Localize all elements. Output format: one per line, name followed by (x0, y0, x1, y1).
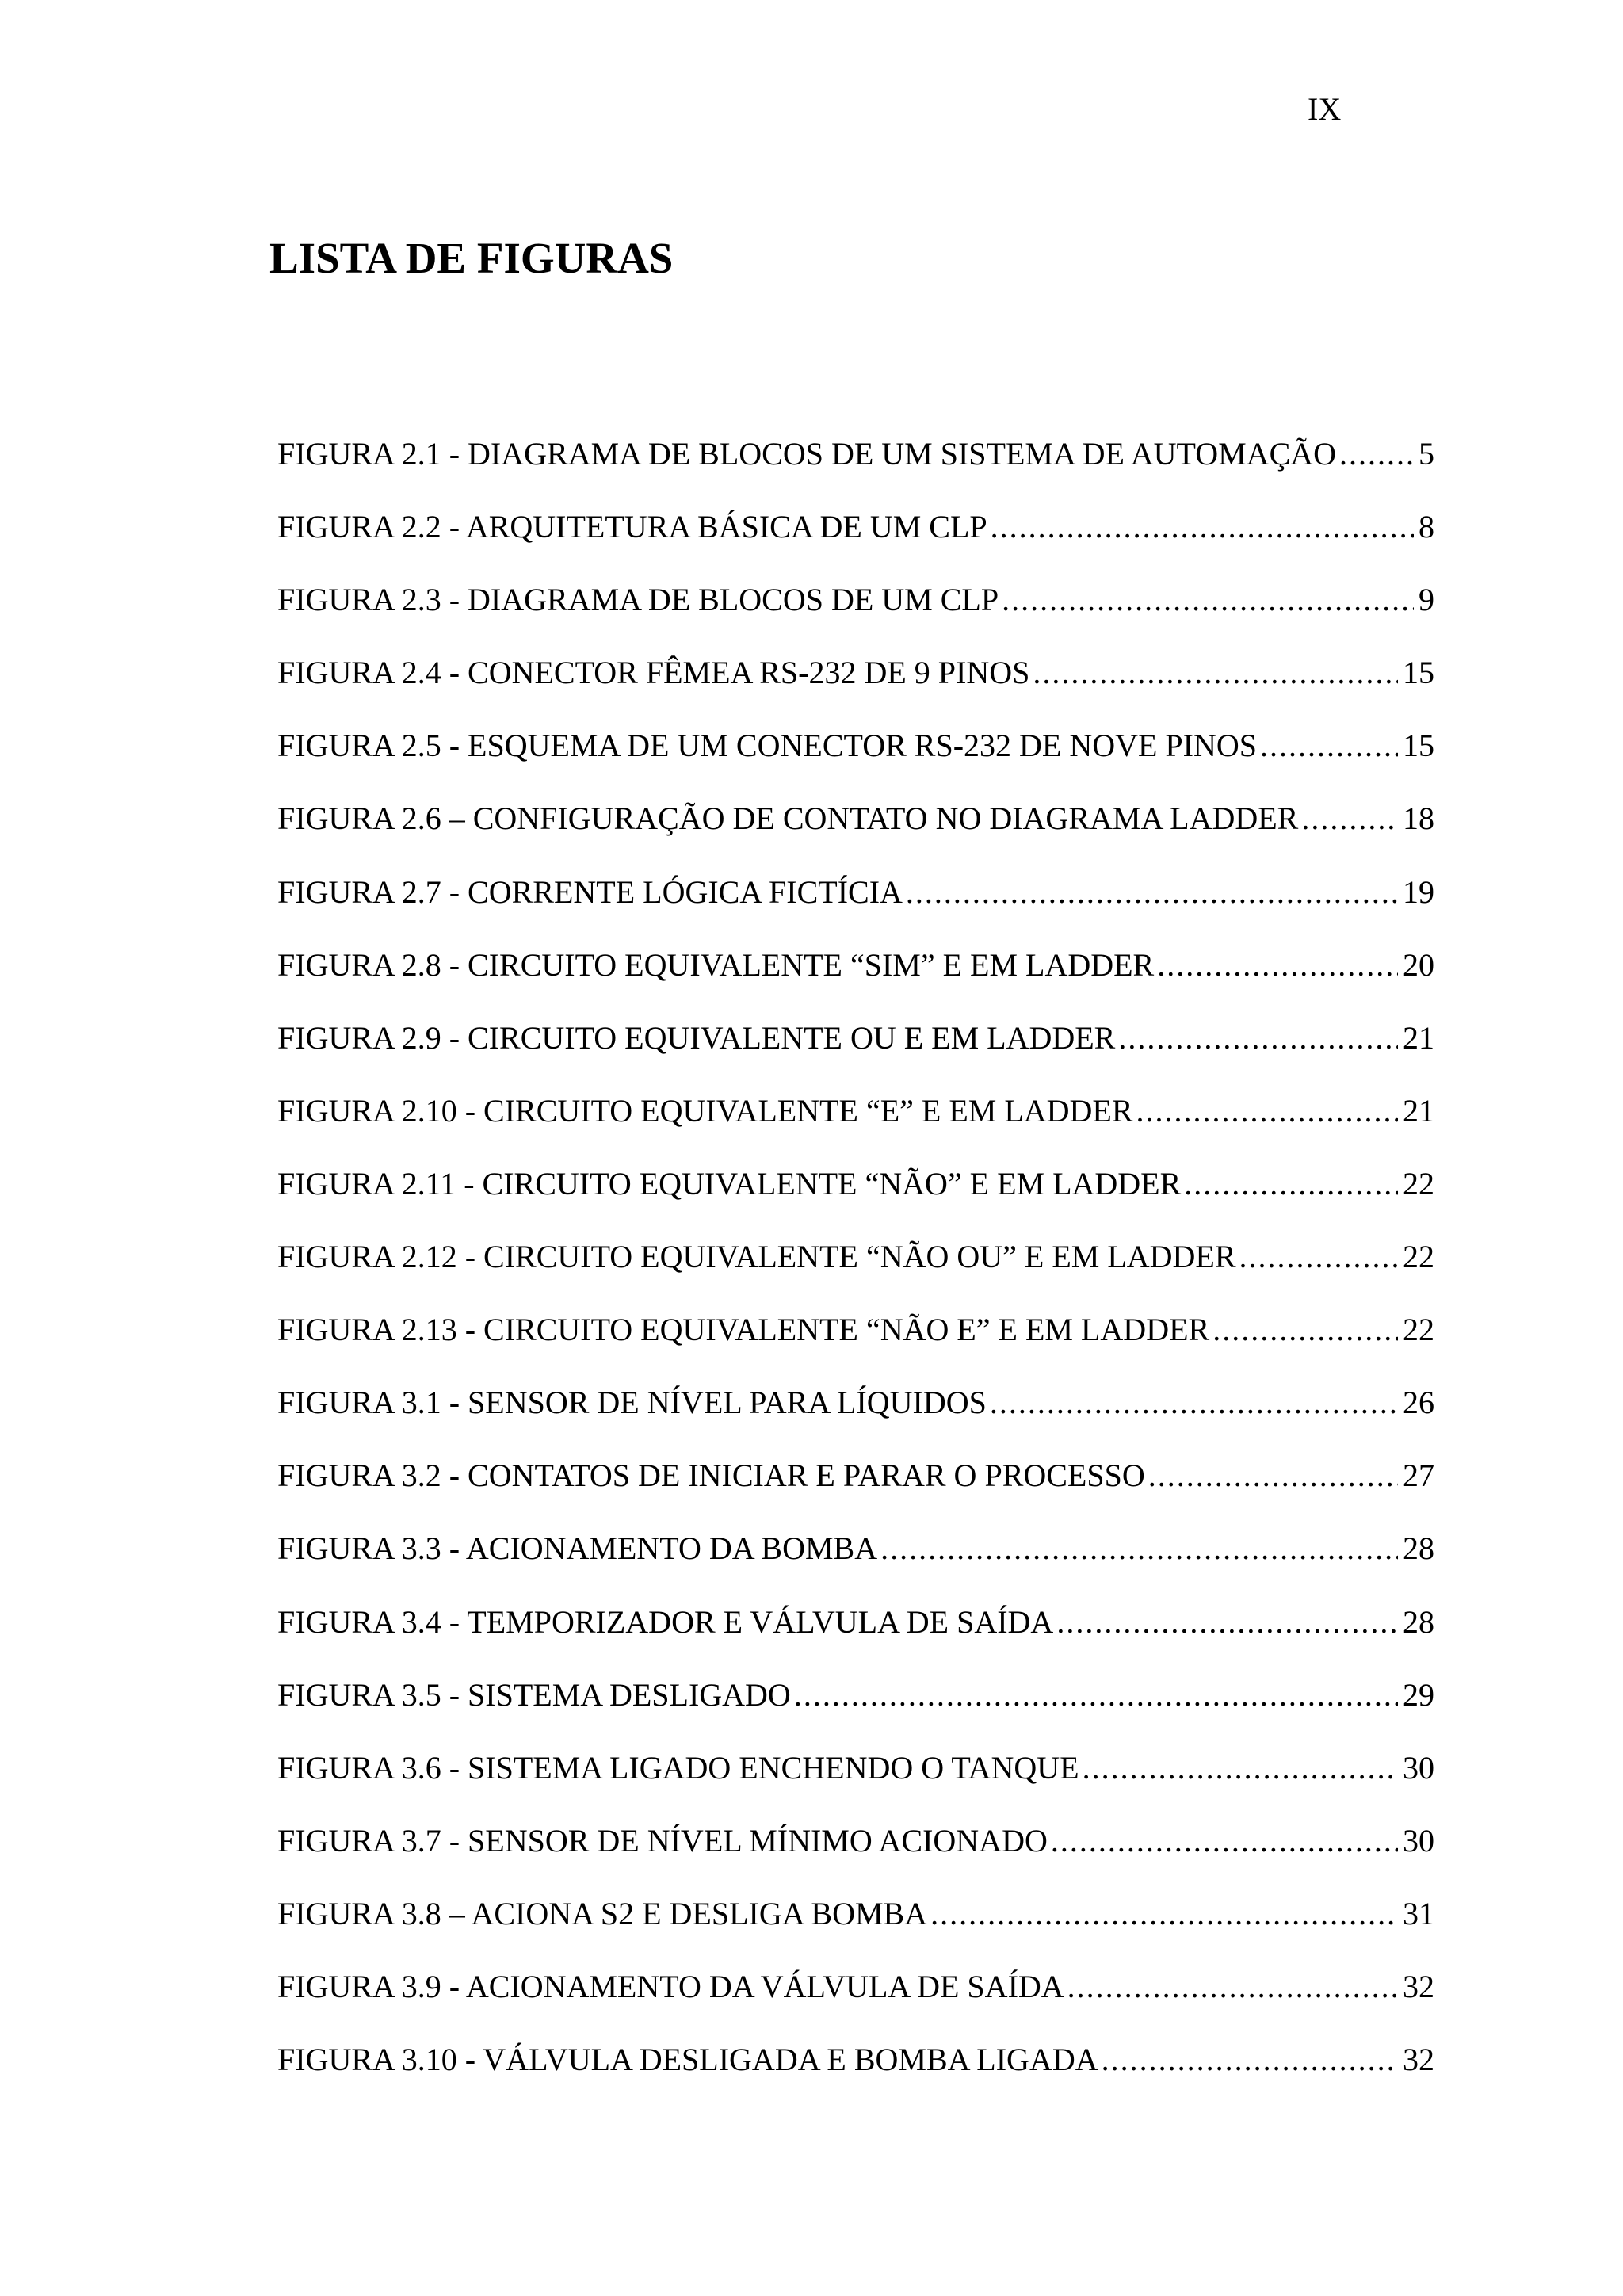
figure-entry-label: FIGURA 2.3 - DIAGRAMA DE BLOCOS DE UM CLP (277, 582, 999, 618)
figure-list-entry[interactable] (277, 799, 1434, 872)
figure-list-entry[interactable] (277, 1310, 1434, 1383)
figure-list-entry[interactable] (277, 2040, 1434, 2113)
dot-leader (1002, 580, 1414, 620)
dot-leader (1239, 1237, 1398, 1277)
figure-entry-page: 5 (1419, 436, 1434, 472)
figure-entry-label: FIGURA 2.10 - CIRCUITO EQUIVALENTE “E” E EM LADDER (277, 1092, 1133, 1129)
figure-entry-label: FIGURA 2.5 - ESQUEMA DE UM CONECTOR RS-232 DE NOVE PINOS (277, 728, 1258, 764)
figure-list-entry[interactable] (277, 434, 1434, 507)
figure-list-entry[interactable] (277, 1091, 1434, 1164)
figure-entry-page: 19 (1403, 873, 1434, 910)
figure-entry-page: 21 (1403, 1019, 1434, 1056)
figure-entry-page: 30 (1403, 1749, 1434, 1786)
figure-list-entry[interactable] (277, 1164, 1434, 1237)
figure-entry-page: 22 (1403, 1312, 1434, 1348)
figure-entry-page: 28 (1403, 1530, 1434, 1567)
figure-entry-label: FIGURA 3.10 - VÁLVULA DESLIGADA E BOMBA LIGADA (277, 2042, 1098, 2078)
dot-leader (1118, 1018, 1398, 1058)
figure-entry-page: 18 (1403, 800, 1434, 837)
figure-list-entry[interactable] (277, 507, 1434, 580)
figure-list-entry[interactable] (277, 1383, 1434, 1456)
figure-list-entry[interactable] (277, 946, 1434, 1018)
dot-leader (1212, 1310, 1398, 1350)
figure-entry-label: FIGURA 3.7 - SENSOR DE NÍVEL MÍNIMO ACIONADO (277, 1822, 1048, 1859)
figure-entry-label: FIGURA 2.9 - CIRCUITO EQUIVALENTE OU E EM LADDER (277, 1019, 1116, 1056)
page-title: LISTA DE FIGURAS (269, 234, 674, 282)
figure-entry-page: 28 (1403, 1603, 1434, 1640)
figure-entry-label: FIGURA 3.9 - ACIONAMENTO DA VÁLVULA DE SAÍDA (277, 1968, 1064, 2004)
figure-entry-label: FIGURA 3.1 - SENSOR DE NÍVEL PARA LÍQUIDOS (277, 1385, 987, 1421)
figure-entry-label: FIGURA 3.2 - CONTATOS DE INICIAR E PARAR O PROCESSO (277, 1457, 1145, 1494)
figure-list-entry[interactable] (277, 1603, 1434, 1675)
dot-leader (1136, 1091, 1398, 1131)
figure-entry-label: FIGURA 2.2 - ARQUITETURA BÁSICA DE UM CLP (277, 509, 987, 545)
figure-list-entry[interactable] (277, 653, 1434, 726)
figure-entry-page: 8 (1419, 509, 1434, 545)
figure-entry-page: 32 (1403, 1968, 1434, 2004)
dot-leader (1102, 2040, 1398, 2080)
dot-leader (1067, 1967, 1398, 2007)
figure-entry-label: FIGURA 2.7 - CORRENTE LÓGICA FICTÍCIA (277, 873, 903, 910)
figure-entry-label: FIGURA 3.3 - ACIONAMENTO DA BOMBA (277, 1530, 878, 1567)
dot-leader (1033, 653, 1398, 693)
dot-leader (1051, 1821, 1398, 1861)
figure-entry-label: FIGURA 2.6 – CONFIGURAÇÃO DE CONTATO NO DIAGRAMA LADDER (277, 800, 1299, 837)
dot-leader (1301, 799, 1398, 839)
figure-entry-page: 15 (1403, 655, 1434, 691)
figure-entry-page: 26 (1403, 1385, 1434, 1421)
figure-entry-label: FIGURA 3.6 - SISTEMA LIGADO ENCHENDO O TANQUE (277, 1749, 1079, 1786)
figure-entry-label: FIGURA 3.4 - TEMPORIZADOR E VÁLVULA DE SAÍDA (277, 1603, 1054, 1640)
dot-leader (990, 1383, 1398, 1423)
dot-leader (794, 1675, 1398, 1715)
figure-entry-label: FIGURA 3.8 – ACIONA S2 E DESLIGA BOMBA (277, 1895, 928, 1931)
figure-entry-page: 29 (1403, 1676, 1434, 1713)
figure-list-entry[interactable] (277, 1675, 1434, 1748)
figure-entry-page: 21 (1403, 1092, 1434, 1129)
figure-list-entry[interactable] (277, 1748, 1434, 1821)
figure-entry-page: 30 (1403, 1822, 1434, 1859)
dot-leader (1184, 1164, 1398, 1204)
figure-list-entry[interactable] (277, 1529, 1434, 1602)
dot-leader (1260, 726, 1398, 766)
figure-list-entry[interactable] (277, 1967, 1434, 2040)
figure-entry-page: 27 (1403, 1457, 1434, 1494)
figure-entry-page: 20 (1403, 946, 1434, 983)
figure-list-entry[interactable] (277, 1821, 1434, 1894)
figure-entry-label: FIGURA 2.13 - CIRCUITO EQUIVALENTE “NÃO E” E EM LADDER (277, 1312, 1210, 1348)
figure-list-entry[interactable] (277, 873, 1434, 946)
dot-leader (930, 1894, 1398, 1934)
figure-entry-page: 32 (1403, 2042, 1434, 2078)
dot-leader (1083, 1748, 1398, 1788)
dot-leader (1339, 434, 1414, 474)
figure-entry-label: FIGURA 3.5 - SISTEMA DESLIGADO (277, 1676, 791, 1713)
dot-leader (1148, 1456, 1398, 1496)
figure-entry-page: 22 (1403, 1165, 1434, 1201)
dot-leader (991, 507, 1414, 547)
figure-entry-label: FIGURA 2.12 - CIRCUITO EQUIVALENTE “NÃO OU” E EM LADDER (277, 1239, 1236, 1275)
figure-list-entry[interactable] (277, 726, 1434, 799)
figure-list-entry[interactable] (277, 1237, 1434, 1310)
figure-list-entry[interactable] (277, 1456, 1434, 1529)
figure-list (277, 434, 1434, 2113)
figure-entry-page: 22 (1403, 1239, 1434, 1275)
figure-list-entry[interactable] (277, 1018, 1434, 1091)
dot-leader (1056, 1603, 1398, 1642)
figure-list-entry[interactable] (277, 1894, 1434, 1967)
figure-entry-label: FIGURA 2.8 - CIRCUITO EQUIVALENTE “SIM” E EM LADDER (277, 946, 1155, 983)
dot-leader (1157, 946, 1398, 985)
figure-entry-label: FIGURA 2.1 - DIAGRAMA DE BLOCOS DE UM SISTEMA DE AUTOMAÇÃO (277, 436, 1337, 472)
dot-leader (880, 1529, 1398, 1568)
dot-leader (906, 873, 1398, 912)
figure-list-entry[interactable] (277, 580, 1434, 653)
page-number: IX (1308, 91, 1342, 127)
figure-entry-label: FIGURA 2.4 - CONECTOR FÊMEA RS-232 DE 9 PINOS (277, 655, 1030, 691)
figure-entry-page: 31 (1403, 1895, 1434, 1931)
figure-entry-page: 15 (1403, 728, 1434, 764)
figure-entry-label: FIGURA 2.11 - CIRCUITO EQUIVALENTE “NÃO” E EM LADDER (277, 1165, 1182, 1201)
figure-entry-page: 9 (1419, 582, 1434, 618)
